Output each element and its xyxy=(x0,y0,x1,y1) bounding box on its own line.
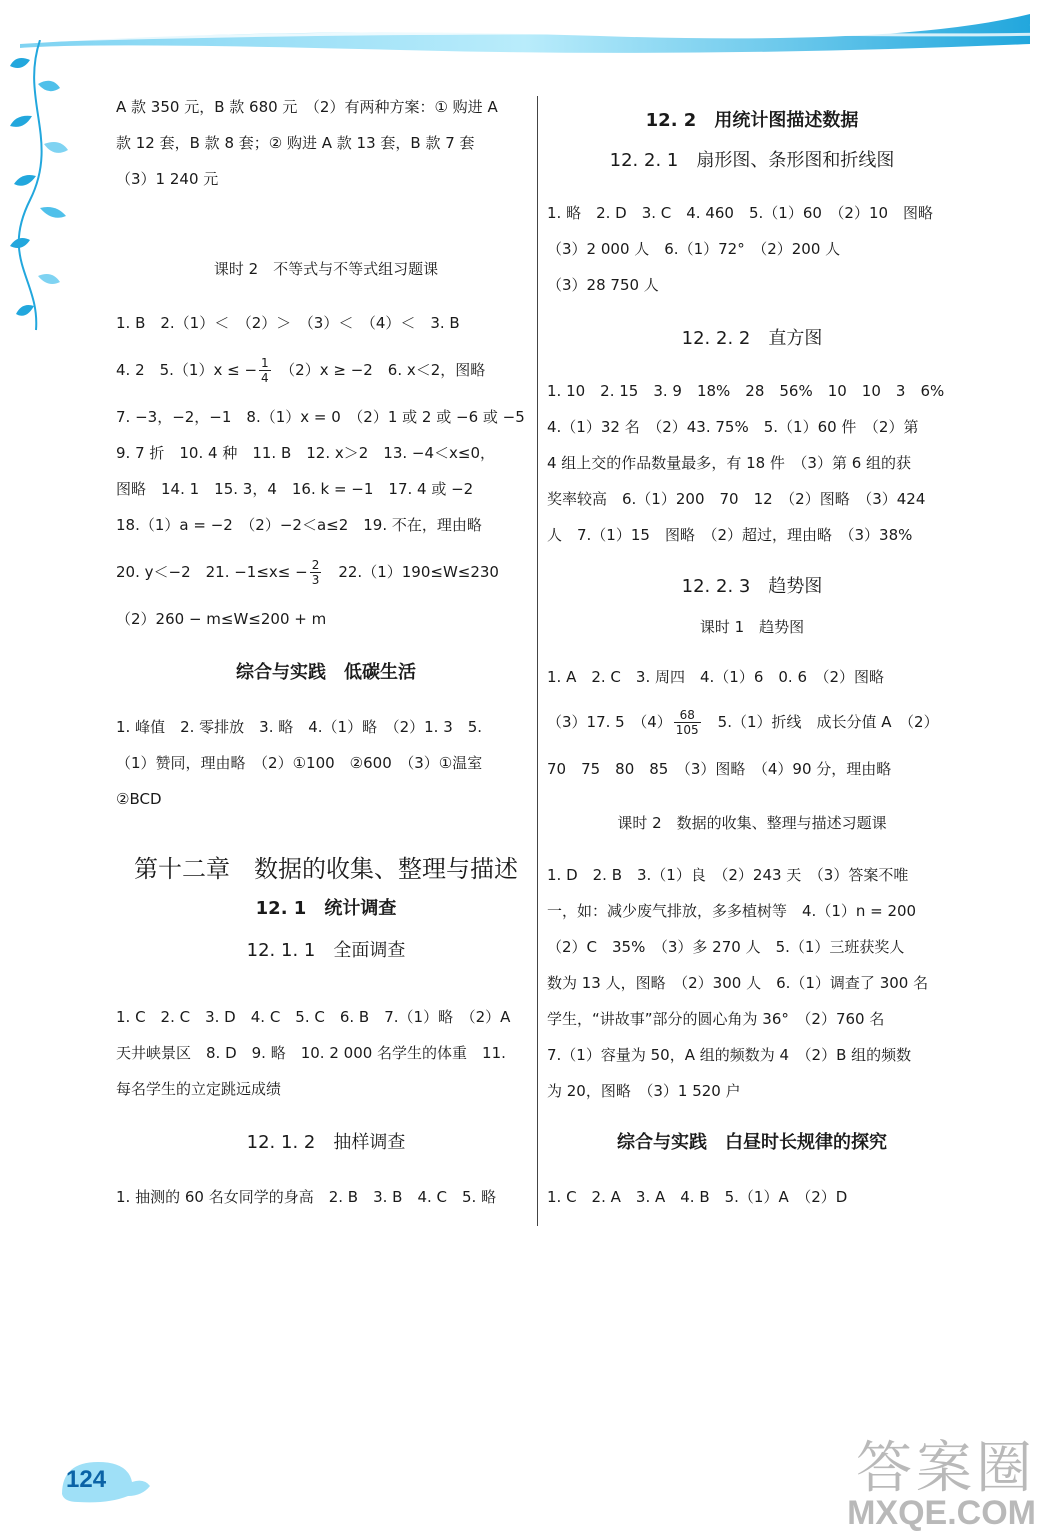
answer-line: 1. D 2. B 3.（1）良 （2）243 天 （3）答案不唯 xyxy=(547,866,909,884)
watermark xyxy=(847,1436,1036,1532)
answer-line: 4 组上交的作品数量最多，有 18 件 （3）第 6 组的获 xyxy=(547,454,912,472)
answer-line: 1. 略 2. D 3. C 4. 460 5.（1）60 （2）10 图略 xyxy=(547,204,934,222)
answer-line: 奖率较高 6.（1）200 70 12 （2）图略 （3）424 xyxy=(547,490,926,508)
section-heading: 综合与实践 低碳生活 xyxy=(236,662,416,683)
column-divider xyxy=(537,96,538,1226)
answer-line: 1. B 2.（1）＜ （2）＞ （3）＜ （4）＜ 3. B xyxy=(116,314,460,332)
answer-line: 为 20，图略 （3）1 520 户 xyxy=(547,1082,741,1100)
answer-line: 1. C 2. A 3. A 4. B 5.（1）A （2）D xyxy=(547,1188,848,1206)
answer-line: （3）1 240 元 xyxy=(116,170,219,188)
fraction xyxy=(310,558,322,587)
answer-line: （2）260 − m≤W≤200 + m xyxy=(116,610,327,628)
answer-line: 1. A 2. C 3. 周四 4.（1）6 0. 6 （2）图略 xyxy=(547,668,885,686)
answer-text: 22.（1）190≤W≤230 xyxy=(323,563,499,581)
answer-line: 18.（1）a = −2 （2）−2＜a≤2 19. 不在，理由略 xyxy=(116,516,482,534)
subsection-heading: 12. 2. 3 趋势图 xyxy=(681,576,823,597)
fraction xyxy=(259,356,271,385)
answer-line xyxy=(116,356,485,385)
section-heading: 12. 2 用统计图描述数据 xyxy=(645,110,859,131)
fraction-denominator: 105 xyxy=(675,723,699,737)
lesson-heading: 课时 2 不等式与不等式组习题课 xyxy=(213,260,439,278)
fraction-denominator: 4 xyxy=(261,371,269,385)
answer-text: （2）x ≥ −2 6. x＜2，图略 xyxy=(272,361,486,379)
fraction-numerator: 68 xyxy=(674,708,701,723)
answer-line: （3）28 750 人 xyxy=(547,276,659,294)
answer-text: 5.（1）折线 成长分值 A （2） xyxy=(702,713,939,731)
answer-line: 数为 13 人，图略 （2）300 人 6.（1）调查了 300 名 xyxy=(547,974,929,992)
subsection-heading: 12. 2. 2 直方图 xyxy=(681,328,823,349)
answer-line: （1）赞同，理由略 （2）①100 ②600 （3）①温室 xyxy=(116,754,483,772)
answer-line: 1. 10 2. 15 3. 9 18% 28 56% 10 10 3 6% xyxy=(547,382,945,400)
answer-line: 7.（1）容量为 50，A 组的频数为 4 （2）B 组的频数 xyxy=(547,1046,912,1064)
page-number: 124 xyxy=(66,1466,107,1493)
answer-line: 款 12 套，B 款 8 套；② 购进 A 款 13 套，B 款 7 套 xyxy=(116,134,475,152)
answer-text: 4. 2 5.（1）x ≤ − xyxy=(116,361,258,379)
answer-line: 人 7.（1）15 图略 （2）超过，理由略 （3）38% xyxy=(547,526,913,544)
answer-text: 20. y＜−2 21. −1≤x≤ − xyxy=(116,563,308,581)
answer-line: 9. 7 折 10. 4 种 11. B 12. x＞2 13. −4＜x≤0， xyxy=(116,444,496,462)
answer-line xyxy=(116,558,499,587)
section-heading: 综合与实践 白昼时长规律的探究 xyxy=(617,1132,887,1153)
subsection-heading: 12. 1. 2 抽样调查 xyxy=(246,1132,406,1153)
answer-line: 7. −3，−2，−1 8.（1）x = 0 （2）1 或 2 或 −6 或 −5 xyxy=(116,408,525,426)
fraction-numerator: 1 xyxy=(261,356,269,370)
answer-line: ②BCD xyxy=(116,790,162,808)
section-heading: 12. 1 统计调查 xyxy=(255,898,397,919)
answer-line: 1. 抽测的 60 名女同学的身高 2. B 3. B 4. C 5. 略 xyxy=(116,1188,497,1206)
answer-text: （3）17. 5 （4） xyxy=(547,713,672,731)
lesson-heading: 课时 2 数据的收集、整理与描述习题课 xyxy=(617,814,887,832)
fraction-numerator: 2 xyxy=(311,558,320,572)
answer-line: 每名学生的立定跳远成绩 xyxy=(116,1080,282,1098)
answer-line: 图略 14. 1 15. 3，4 16. k = −1 17. 4 或 −2 xyxy=(116,480,474,498)
answer-line: 一，如：减少废气排放，多多植树等 4.（1）n = 200 xyxy=(547,902,917,920)
answer-line: 天井峡景区 8. D 9. 略 10. 2 000 名学生的体重 11. xyxy=(116,1044,506,1062)
watermark-url: MXQE.COM xyxy=(847,1494,1036,1532)
answer-line: （2）C 35% （3）多 270 人 5.（1）三班获奖人 xyxy=(547,938,905,956)
lesson-heading: 课时 1 趋势图 xyxy=(699,618,805,636)
chapter-title: 第十二章 数据的收集、整理与描述 xyxy=(134,855,518,883)
answer-line: 学生，“讲故事”部分的圆心角为 36° （2）760 名 xyxy=(547,1010,885,1028)
answer-line: （3）2 000 人 6.（1）72° （2）200 人 xyxy=(547,240,841,258)
answer-line: 4.（1）32 名 （2）43. 75% 5.（1）60 件 （2）第 xyxy=(547,418,919,436)
watermark-logo-text: 答案圈 xyxy=(856,1436,1036,1499)
answer-line: 1. 峰值 2. 零排放 3. 略 4.（1）略 （2）1. 3 5. xyxy=(116,718,483,736)
vine-decoration xyxy=(0,40,120,340)
answer-line: A 款 350 元，B 款 680 元 （2）有两种方案：① 购进 A xyxy=(116,98,498,116)
fraction xyxy=(674,708,701,737)
header-brush-stroke xyxy=(0,0,1052,60)
answer-line xyxy=(547,708,939,737)
subsection-heading: 12. 1. 1 全面调查 xyxy=(246,940,406,961)
subsection-heading: 12. 2. 1 扇形图、条形图和折线图 xyxy=(609,150,895,171)
fraction-denominator: 3 xyxy=(311,573,320,587)
answer-line: 1. C 2. C 3. D 4. C 5. C 6. B 7.（1）略 （2）A xyxy=(116,1008,511,1026)
answer-line: 70 75 80 85 （3）图略 （4）90 分，理由略 xyxy=(547,760,892,778)
